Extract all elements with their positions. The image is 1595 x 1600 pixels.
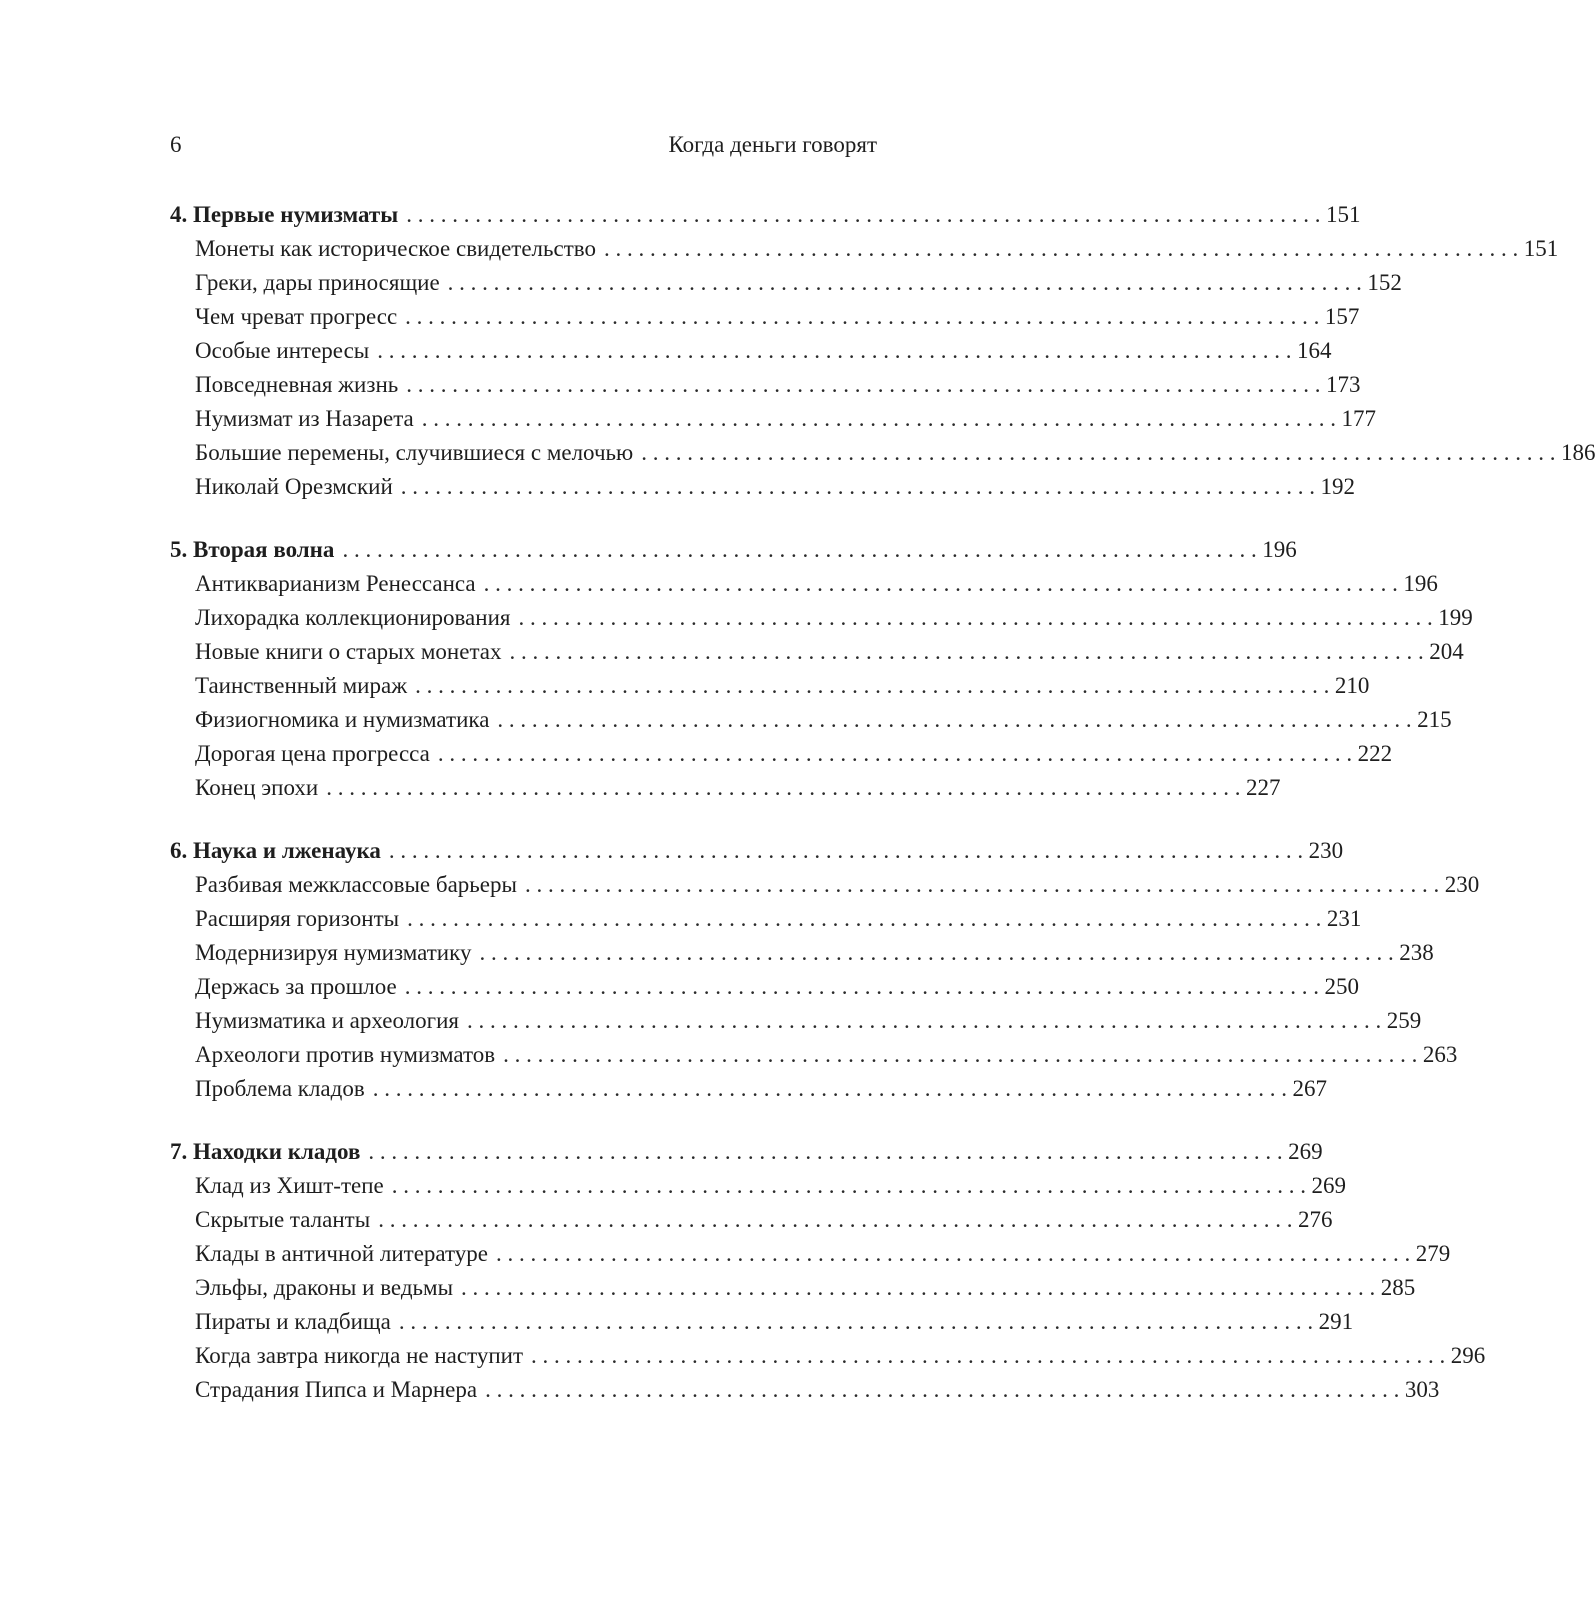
- toc-chapter: [170, 834, 1480, 1106]
- toc-section-entry-title: Разбивая межклассовые барьеры: [195, 872, 517, 897]
- toc-section-entry: [170, 1271, 1416, 1305]
- dot-leader: . . . . . . . . . . . . . . . . . . . . . . . . . . . . . . . . . . . . . . . . . . . . . . . . . . . . . . . . . . . . . . . . . . . . . . . . . . . . . . . .: [405, 304, 1320, 329]
- toc-section-entry-page-number: 259: [1386, 1008, 1422, 1033]
- dot-leader: . . . . . . . . . . . . . . . . . . . . . . . . . . . . . . . . . . . . . . . . . . . . . . . . . . . . . . . . . . . . . . . . . . . . . . . . . . . . . . . .: [407, 906, 1322, 931]
- toc-section-entry: [170, 601, 1473, 635]
- toc-section-entry-title: Модернизируя нумизматику: [195, 940, 472, 965]
- dot-leader: . . . . . . . . . . . . . . . . . . . . . . . . . . . . . . . . . . . . . . . . . . . . . . . . . . . . . . . . . . . . . . . . . . . . . . . . . . . . . . . .: [388, 838, 1304, 863]
- toc-section-entry-page-number: 267: [1292, 1076, 1327, 1101]
- toc-section-entry-title: Новые книги о старых монетах: [195, 639, 502, 664]
- toc-section-entry-page-number: 157: [1324, 304, 1360, 329]
- dot-leader: . . . . . . . . . . . . . . . . . . . . . . . . . . . . . . . . . . . . . . . . . . . . . . . . . . . . . . . . . . . . . . . . . . . . . . . . . . . . . . . .: [378, 1207, 1293, 1232]
- table-of-contents: [170, 198, 1595, 1436]
- toc-chapter: [170, 533, 1473, 805]
- dot-leader: . . . . . . . . . . . . . . . . . . . . . . . . . . . . . . . . . . . . . . . . . . . . . . . . . . . . . . . . . . . . . . . . . . . . . . . . . . . . . . . .: [368, 1139, 1283, 1164]
- toc-section-entry: [170, 669, 1370, 703]
- toc-section-entry-page-number: 196: [1403, 571, 1438, 596]
- dot-leader: . . . . . . . . . . . . . . . . . . . . . . . . . . . . . . . . . . . . . . . . . . . . . . . . . . . . . . . . . . . . . . . . . . . . . . . . . . . . . . . .: [326, 775, 1241, 800]
- toc-section-entry-page-number: 276: [1297, 1207, 1333, 1232]
- dot-leader: . . . . . . . . . . . . . . . . . . . . . . . . . . . . . . . . . . . . . . . . . . . . . . . . . . . . . . . . . . . . . . . . . . . . . . . . . . . . . . . .: [483, 571, 1398, 596]
- toc-section-entry: [170, 368, 1361, 402]
- toc-section-entry-title: Когда завтра никогда не наступит: [195, 1343, 523, 1368]
- toc-section-entry-title: Археологи против нумизматов: [195, 1042, 496, 1067]
- dot-leader: . . . . . . . . . . . . . . . . . . . . . . . . . . . . . . . . . . . . . . . . . . . . . . . . . . . . . . . . . . . . . . . . . . . . . . . . . . . . . . . .: [518, 605, 1433, 630]
- toc-section-entry: [170, 1237, 1451, 1271]
- toc-section-entry-title: Скрытые таланты: [195, 1207, 371, 1232]
- toc-section-entry: [170, 300, 1360, 334]
- toc-section-entry-title: Клады в античной литературе: [195, 1241, 488, 1266]
- toc-section-entry: [170, 1203, 1333, 1237]
- toc-section-entry: [170, 1169, 1346, 1203]
- dot-leader: . . . . . . . . . . . . . . . . . . . . . . . . . . . . . . . . . . . . . . . . . . . . . . . . . . . . . . . . . . . . . . . . . . . . . . . . . . . . . . . .: [495, 1241, 1411, 1266]
- toc-section-entry: [170, 635, 1464, 669]
- dot-leader: . . . . . . . . . . . . . . . . . . . . . . . . . . . . . . . . . . . . . . . . . . . . . . . . . . . . . . . . . . . . . . . . . . . . . . . . . . . . . . . .: [415, 673, 1330, 698]
- toc-section-entry-title: Нумизматика и археология: [195, 1008, 459, 1033]
- toc-section-entry-page-number: 210: [1334, 673, 1370, 698]
- toc-section-entry-title: Держась за прошлое: [195, 974, 397, 999]
- dot-leader: . . . . . . . . . . . . . . . . . . . . . . . . . . . . . . . . . . . . . . . . . . . . . . . . . . . . . . . . . . . . . . . . . . . . . . . . . . . . . . . .: [342, 537, 1257, 562]
- toc-section-entry-page-number: 173: [1326, 372, 1361, 397]
- toc-chapter-heading-title: 4. Первые нумизматы: [170, 202, 399, 227]
- dot-leader: . . . . . . . . . . . . . . . . . . . . . . . . . . . . . . . . . . . . . . . . . . . . . . . . . . . . . . . . . . . . . . . . . . . . . . . . . . . . . . . .: [437, 741, 1353, 766]
- toc-section-entry-page-number: 291: [1318, 1309, 1354, 1334]
- toc-section-entry: [170, 936, 1434, 970]
- toc-section-entry-page-number: 215: [1417, 707, 1452, 732]
- dot-leader: . . . . . . . . . . . . . . . . . . . . . . . . . . . . . . . . . . . . . . . . . . . . . . . . . . . . . . . . . . . . . . . . . . . . . . . . . . . . . . . .: [485, 1377, 1400, 1402]
- toc-chapter-heading-title: 7. Находки кладов: [170, 1139, 361, 1164]
- toc-section-entry-page-number: 263: [1422, 1042, 1458, 1067]
- toc-section-entry-title: Нумизмат из Назарета: [195, 406, 414, 431]
- toc-section-entry-title: Страдания Пипса и Марнера: [195, 1377, 478, 1402]
- dot-leader: . . . . . . . . . . . . . . . . . . . . . . . . . . . . . . . . . . . . . . . . . . . . . . . . . . . . . . . . . . . . . . . . . . . . . . . . . . . . . . . .: [447, 270, 1362, 295]
- toc-section-entry-title: Греки, дары приносящие: [195, 270, 440, 295]
- toc-section-entry: [170, 737, 1393, 771]
- toc-section-entry-title: Таинственный мираж: [195, 673, 408, 698]
- dot-leader: . . . . . . . . . . . . . . . . . . . . . . . . . . . . . . . . . . . . . . . . . . . . . . . . . . . . . . . . . . . . . . . . . . . . . . . . . . . . . . . .: [479, 940, 1394, 965]
- toc-section-entry: [170, 1004, 1422, 1038]
- toc-section-entry: [170, 1038, 1458, 1072]
- toc-section-entry-title: Пираты и кладбища: [195, 1309, 391, 1334]
- toc-section-entry-page-number: 177: [1341, 406, 1376, 431]
- toc-section-entry-title: Проблема кладов: [195, 1076, 365, 1101]
- toc-section-entry: [170, 771, 1281, 805]
- toc-chapter-heading-page-number: 151: [1325, 202, 1361, 227]
- toc-section-entry-page-number: 250: [1324, 974, 1360, 999]
- toc-section-entry-title: Расширяя горизонты: [195, 906, 400, 931]
- dot-leader: . . . . . . . . . . . . . . . . . . . . . . . . . . . . . . . . . . . . . . . . . . . . . . . . . . . . . . . . . . . . . . . . . . . . . . . . . . . . . . . .: [398, 1309, 1314, 1334]
- toc-section-entry-title: Особые интересы: [195, 338, 370, 363]
- toc-section-entry: [170, 470, 1356, 504]
- toc-section-entry-title: Эльфы, драконы и ведьмы: [195, 1275, 454, 1300]
- toc-section-entry-page-number: 222: [1357, 741, 1393, 766]
- toc-chapter-heading-page-number: 230: [1308, 838, 1344, 863]
- toc-chapter-heading-title: 6. Наука и лженаука: [170, 838, 381, 863]
- dot-leader: . . . . . . . . . . . . . . . . . . . . . . . . . . . . . . . . . . . . . . . . . . . . . . . . . . . . . . . . . . . . . . . . . . . . . . . . . . . . . . . .: [406, 372, 1321, 397]
- dot-leader: . . . . . . . . . . . . . . . . . . . . . . . . . . . . . . . . . . . . . . . . . . . . . . . . . . . . . . . . . . . . . . . . . . . . . . . . . . . . . . . .: [497, 707, 1412, 732]
- dot-leader: . . . . . . . . . . . . . . . . . . . . . . . . . . . . . . . . . . . . . . . . . . . . . . . . . . . . . . . . . . . . . . . . . . . . . . . . . . . . . . . .: [421, 406, 1336, 431]
- toc-section-entry-page-number: 192: [1320, 474, 1356, 499]
- dot-leader: . . . . . . . . . . . . . . . . . . . . . . . . . . . . . . . . . . . . . . . . . . . . . . . . . . . . . . . . . . . . . . . . . . . . . . . . . . . . . . . .: [461, 1275, 1376, 1300]
- toc-chapter-heading: [170, 198, 1361, 232]
- page-number: 6: [170, 132, 182, 157]
- toc-section-entry: [170, 232, 1559, 266]
- toc-section-entry-title: Монеты как историческое свидетельство: [195, 236, 596, 261]
- toc-section-entry-title: Николай Орезмский: [195, 474, 393, 499]
- toc-section-entry-title: Физиогномика и нумизматика: [195, 707, 490, 732]
- dot-leader: . . . . . . . . . . . . . . . . . . . . . . . . . . . . . . . . . . . . . . . . . . . . . . . . . . . . . . . . . . . . . . . . . . . . . . . . . . . . . . . .: [603, 236, 1519, 261]
- toc-section-entry-title: Конец эпохи: [195, 775, 319, 800]
- toc-section-entry-title: Чем чреват прогресс: [195, 304, 398, 329]
- toc-chapter-heading-title: 5. Вторая волна: [170, 537, 335, 562]
- dot-leader: . . . . . . . . . . . . . . . . . . . . . . . . . . . . . . . . . . . . . . . . . . . . . . . . . . . . . . . . . . . . . . . . . . . . . . . . . . . . . . . .: [531, 1343, 1446, 1368]
- dot-leader: . . . . . . . . . . . . . . . . . . . . . . . . . . . . . . . . . . . . . . . . . . . . . . . . . . . . . . . . . . . . . . . . . . . . . . . . . . . . . . . .: [524, 872, 1440, 897]
- toc-section-entry: [170, 1305, 1354, 1339]
- toc-section-entry: [170, 567, 1438, 601]
- toc-section-entry-title: Дорогая цена прогресса: [195, 741, 430, 766]
- toc-section-entry-page-number: 151: [1523, 236, 1559, 261]
- toc-section-entry: [170, 902, 1362, 936]
- toc-section-entry-page-number: 296: [1450, 1343, 1486, 1368]
- toc-section-entry-page-number: 204: [1429, 639, 1464, 664]
- running-header: [170, 128, 877, 162]
- toc-section-entry: [170, 402, 1376, 436]
- toc-chapter: [170, 1135, 1486, 1407]
- running-title: Когда деньги говорят: [668, 132, 877, 157]
- toc-section-entry-title: Антикварианизм Ренессанса: [195, 571, 476, 596]
- toc-section-entry-page-number: 152: [1367, 270, 1402, 295]
- dot-leader: . . . . . . . . . . . . . . . . . . . . . . . . . . . . . . . . . . . . . . . . . . . . . . . . . . . . . . . . . . . . . . . . . . . . . . . . . . . . . . . .: [503, 1042, 1418, 1067]
- dot-leader: . . . . . . . . . . . . . . . . . . . . . . . . . . . . . . . . . . . . . . . . . . . . . . . . . . . . . . . . . . . . . . . . . . . . . . . . . . . . . . . .: [509, 639, 1424, 664]
- toc-section-entry: [170, 970, 1360, 1004]
- toc-chapter-heading-page-number: 269: [1288, 1139, 1323, 1164]
- toc-section-entry-page-number: 227: [1245, 775, 1281, 800]
- toc-section-entry-page-number: 199: [1438, 605, 1473, 630]
- toc-section-entry: [170, 1072, 1327, 1106]
- toc-section-entry-page-number: 164: [1297, 338, 1332, 363]
- toc-chapter-heading: [170, 533, 1297, 567]
- toc-section-entry: [170, 703, 1452, 737]
- toc-section-entry-page-number: 285: [1380, 1275, 1416, 1300]
- toc-section-entry: [170, 1339, 1486, 1373]
- dot-leader: . . . . . . . . . . . . . . . . . . . . . . . . . . . . . . . . . . . . . . . . . . . . . . . . . . . . . . . . . . . . . . . . . . . . . . . . . . . . . . . .: [400, 474, 1316, 499]
- toc-section-entry-page-number: 186: [1560, 440, 1595, 465]
- toc-section-entry-page-number: 303: [1404, 1377, 1440, 1402]
- toc-section-entry-page-number: 269: [1311, 1173, 1346, 1198]
- toc-chapter: [170, 198, 1595, 504]
- toc-section-entry-title: Большие перемены, случившиеся с мелочью: [195, 440, 634, 465]
- dot-leader: . . . . . . . . . . . . . . . . . . . . . . . . . . . . . . . . . . . . . . . . . . . . . . . . . . . . . . . . . . . . . . . . . . . . . . . . . . . . . . . .: [377, 338, 1292, 363]
- toc-section-entry-page-number: 231: [1326, 906, 1362, 931]
- toc-section-entry-title: Повседневная жизнь: [195, 372, 399, 397]
- toc-section-entry: [170, 868, 1480, 902]
- dot-leader: . . . . . . . . . . . . . . . . . . . . . . . . . . . . . . . . . . . . . . . . . . . . . . . . . . . . . . . . . . . . . . . . . . . . . . . . . . . . . . . .: [641, 440, 1556, 465]
- dot-leader: . . . . . . . . . . . . . . . . . . . . . . . . . . . . . . . . . . . . . . . . . . . . . . . . . . . . . . . . . . . . . . . . . . . . . . . . . . . . . . . .: [466, 1008, 1382, 1033]
- toc-section-entry: [170, 436, 1595, 470]
- toc-section-entry-title: Лихорадка коллекционирования: [195, 605, 511, 630]
- toc-chapter-heading: [170, 834, 1344, 868]
- toc-section-entry-page-number: 279: [1415, 1241, 1451, 1266]
- dot-leader: . . . . . . . . . . . . . . . . . . . . . . . . . . . . . . . . . . . . . . . . . . . . . . . . . . . . . . . . . . . . . . . . . . . . . . . . . . . . . . . .: [391, 1173, 1306, 1198]
- dot-leader: . . . . . . . . . . . . . . . . . . . . . . . . . . . . . . . . . . . . . . . . . . . . . . . . . . . . . . . . . . . . . . . . . . . . . . . . . . . . . . . .: [404, 974, 1320, 999]
- toc-chapter-heading: [170, 1135, 1323, 1169]
- toc-section-entry-page-number: 238: [1399, 940, 1434, 965]
- toc-section-entry: [170, 334, 1332, 368]
- toc-section-entry-title: Клад из Хишт-тепе: [195, 1173, 384, 1198]
- toc-section-entry: [170, 266, 1402, 300]
- dot-leader: . . . . . . . . . . . . . . . . . . . . . . . . . . . . . . . . . . . . . . . . . . . . . . . . . . . . . . . . . . . . . . . . . . . . . . . . . . . . . . . .: [406, 202, 1321, 227]
- toc-chapter-heading-page-number: 196: [1262, 537, 1297, 562]
- dot-leader: . . . . . . . . . . . . . . . . . . . . . . . . . . . . . . . . . . . . . . . . . . . . . . . . . . . . . . . . . . . . . . . . . . . . . . . . . . . . . . . .: [372, 1076, 1287, 1101]
- toc-section-entry: [170, 1373, 1440, 1407]
- toc-section-entry-page-number: 230: [1444, 872, 1480, 897]
